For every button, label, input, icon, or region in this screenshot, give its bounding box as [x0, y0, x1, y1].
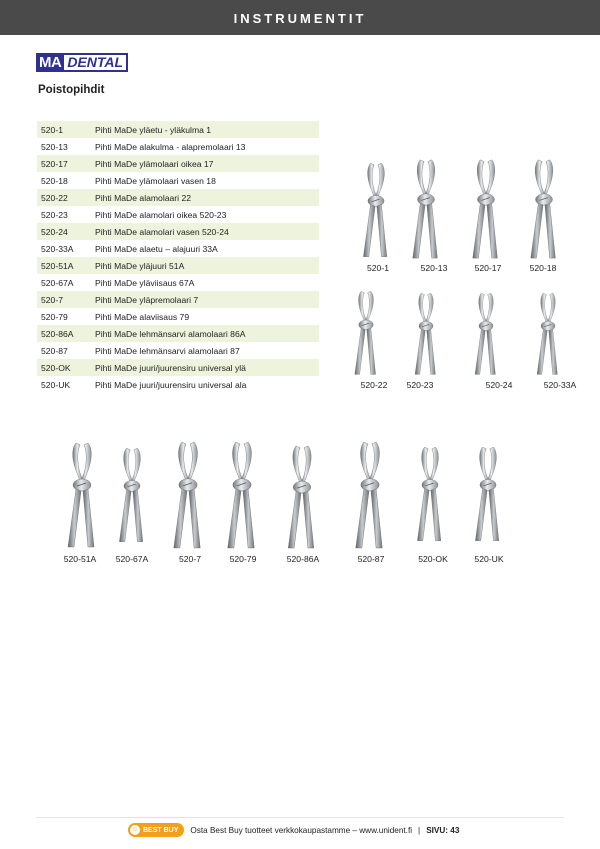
- page-footer: [128, 823, 459, 837]
- figure-label: 520-51A: [63, 554, 97, 564]
- table-row: [37, 155, 319, 172]
- footer-divider: [36, 817, 564, 818]
- forceps-icon: [400, 290, 452, 376]
- page-header: INSTRUMENTIT: [0, 0, 600, 35]
- table-row: [37, 257, 319, 274]
- figure-label: 520-87: [357, 554, 385, 564]
- figure-label: 520-1: [367, 263, 389, 273]
- product-code: 520-51A: [37, 257, 91, 274]
- forceps-icon: [220, 438, 264, 550]
- forceps-icon: [166, 438, 210, 550]
- table-row: [37, 121, 319, 138]
- product-name: Pihti MaDe alakulma - alapremolaari 13: [95, 141, 246, 152]
- figure-label: 520-86A: [286, 554, 320, 564]
- product-code: 520-13: [41, 141, 68, 152]
- figure-label: 520-33A: [543, 380, 577, 390]
- product-name: Pihti MaDe yläetu - yläkulma 1: [91, 121, 319, 138]
- product-name: Pihti MaDe yläviisaus 67A: [95, 277, 195, 288]
- section-title: Poistopihdit: [38, 84, 105, 96]
- product-name: Pihti MaDe lehmänsarvi alamolaari 87: [95, 345, 240, 356]
- table-row: [37, 189, 319, 206]
- table-row: [37, 172, 319, 189]
- table-row: [37, 342, 319, 359]
- figure-label: 520-79: [229, 554, 257, 564]
- product-code: 520-18: [41, 175, 68, 186]
- forceps-icon: [62, 438, 102, 550]
- product-code: 520-23: [41, 209, 68, 220]
- forceps-icon: [470, 436, 506, 550]
- badge-label: BEST BUY: [143, 826, 179, 834]
- table-row: [37, 376, 319, 393]
- table-row: [37, 291, 319, 308]
- table-row: [37, 274, 319, 291]
- figure-label: 520-OK: [418, 554, 448, 564]
- footer-text: Osta Best Buy tuotteet verkkokaupastamme – www.unident.fi: [190, 825, 413, 835]
- figure-label: 520-UK: [474, 554, 504, 564]
- figure-label: 520-22: [360, 380, 388, 390]
- forceps-icon: [272, 442, 332, 550]
- forceps-icon: [338, 288, 394, 376]
- table-row: [37, 325, 319, 342]
- page-number: SIVU: 43: [426, 825, 460, 835]
- product-code: 520-OK: [37, 359, 91, 376]
- product-code: 520-17: [37, 155, 91, 172]
- table-row: [37, 223, 319, 240]
- product-code: 520-7: [37, 291, 91, 308]
- product-code: 520-22: [37, 189, 91, 206]
- product-name: Pihti MaDe alamolaari 22: [91, 189, 319, 206]
- logo-part-ma: MA: [36, 53, 64, 72]
- forceps-icon: [524, 156, 564, 260]
- figure-label: 520-23: [406, 380, 434, 390]
- table-row: [37, 240, 319, 257]
- product-name: Pihti MaDe yläjuuri 51A: [91, 257, 319, 274]
- product-code: 520-1: [37, 121, 91, 138]
- product-name: Pihti MaDe alamolari oikea 520-23: [95, 209, 227, 220]
- product-name: Pihti MaDe ylämolaari oikea 17: [91, 155, 319, 172]
- forceps-icon: [114, 438, 150, 550]
- table-row: [37, 138, 319, 155]
- forceps-icon: [520, 290, 576, 376]
- logo-part-dental: DENTAL: [64, 53, 128, 72]
- forceps-icon: [346, 438, 394, 550]
- table-row: [37, 308, 319, 325]
- product-name: Pihti MaDe ylämolaari vasen 18: [95, 175, 216, 186]
- forceps-icon: [412, 436, 448, 550]
- product-name: Pihti MaDe alaviisaus 79: [95, 311, 190, 322]
- forceps-icon: [400, 156, 452, 260]
- figure-label: 520-13: [420, 263, 448, 273]
- product-name: Pihti MaDe juuri/juurensiru universal ala: [95, 379, 247, 390]
- figure-label: 520-7: [179, 554, 201, 564]
- product-code: 520-86A: [37, 325, 91, 342]
- product-code: 520-79: [41, 311, 68, 322]
- product-name: Pihti MaDe lehmänsarvi alamolaari 86A: [91, 325, 319, 342]
- figure-label: 520-24: [485, 380, 513, 390]
- product-name: Pihti MaDe alamolari vasen 520-24: [91, 223, 319, 240]
- figure-label: 520-17: [474, 263, 502, 273]
- forceps-icon: [460, 290, 512, 376]
- best-buy-badge: [128, 823, 184, 837]
- table-row: [37, 206, 319, 223]
- figure-label: 520-18: [529, 263, 557, 273]
- table-row: [37, 359, 319, 376]
- product-name: Pihti MaDe juuri/juurensiru universal ylä: [91, 359, 319, 376]
- figure-label: 520-67A: [115, 554, 149, 564]
- product-code: 520-33A: [41, 243, 74, 254]
- product-name: Pihti MaDe alaetu – alajuuri 33A: [95, 243, 218, 254]
- product-code: 520-87: [41, 345, 68, 356]
- smile-icon: ☺: [131, 826, 139, 833]
- product-name: Pihti MaDe yläpremolaari 7: [91, 291, 319, 308]
- product-code: 520-67A: [41, 277, 74, 288]
- product-code: 520-UK: [41, 379, 71, 390]
- product-table: [37, 121, 319, 393]
- footer-separator: |: [418, 825, 421, 835]
- forceps-icon: [358, 158, 394, 260]
- forceps-icon: [466, 156, 506, 260]
- product-code: 520-24: [37, 223, 91, 240]
- madental-logo: [36, 53, 128, 72]
